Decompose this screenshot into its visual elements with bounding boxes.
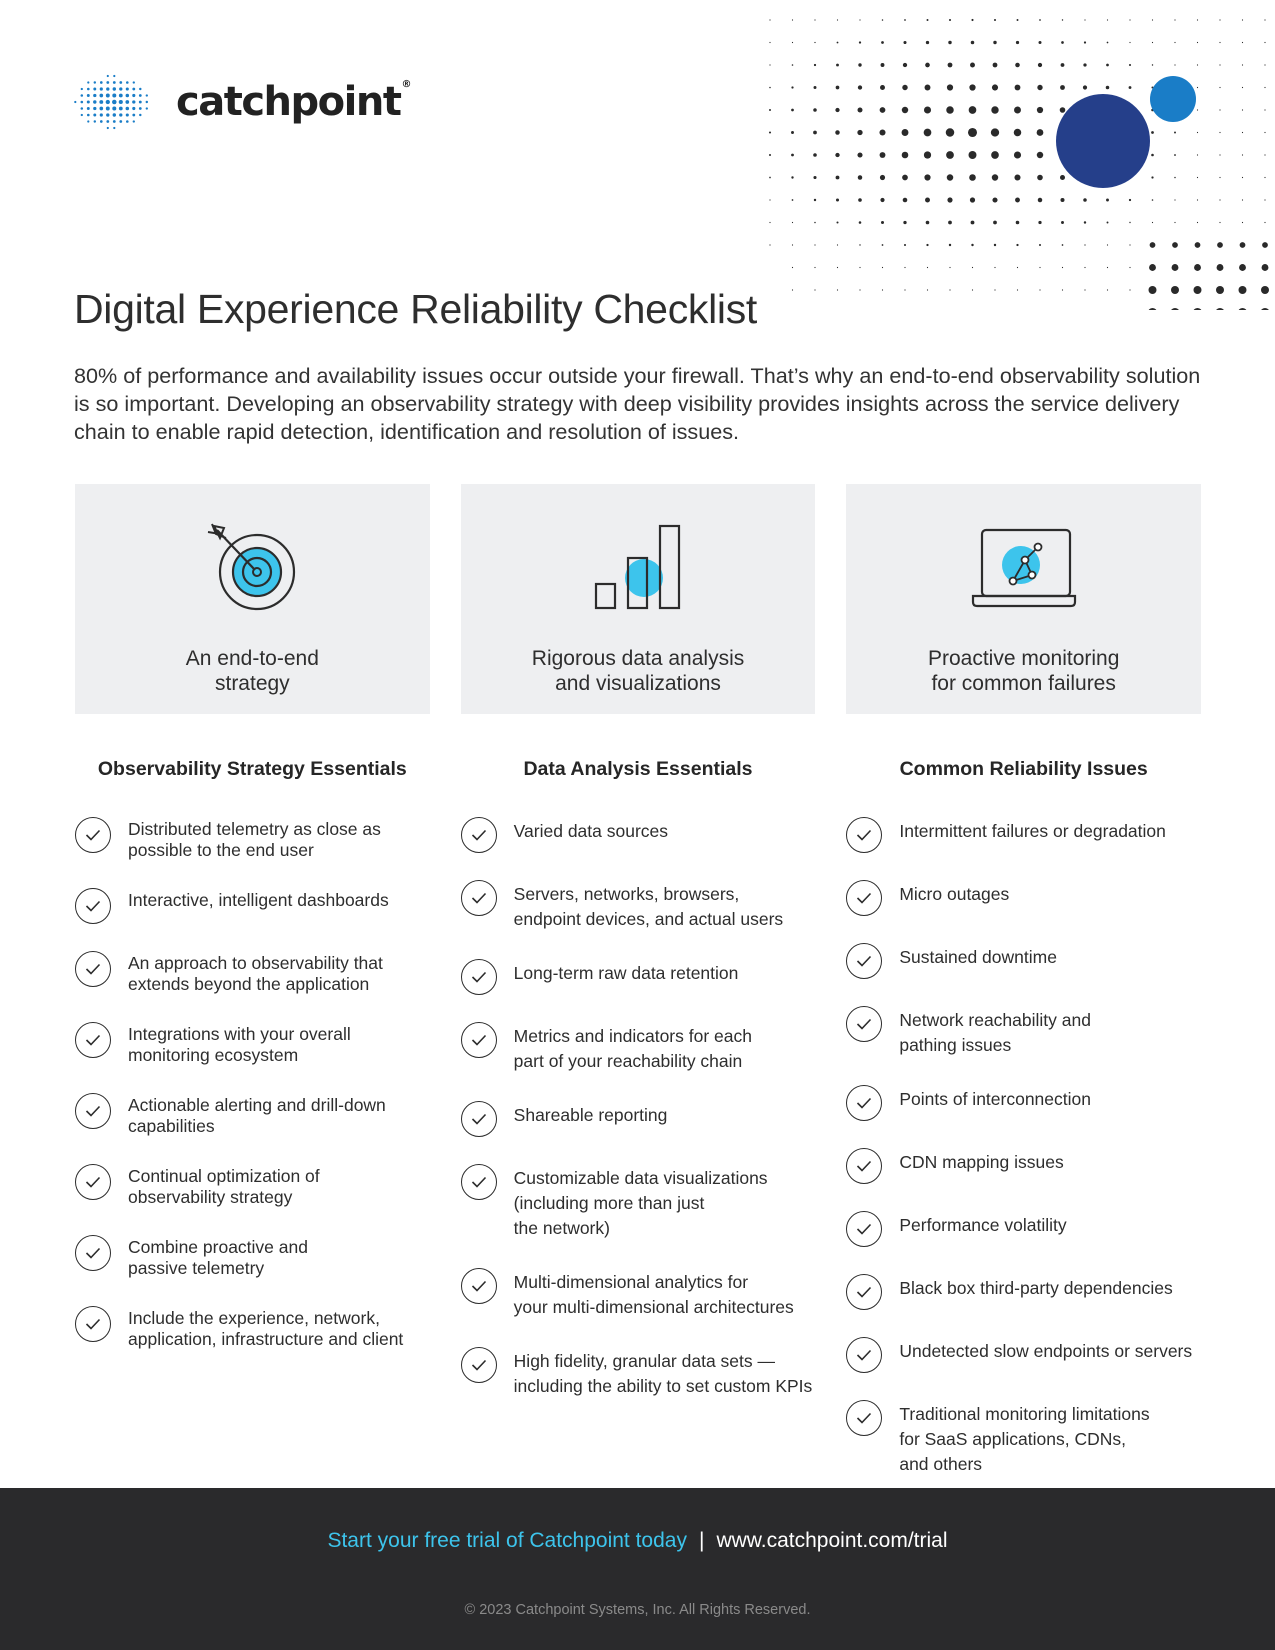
checkmark-circle-icon [461,880,497,916]
column-title: Data Analysis Essentials [523,758,753,780]
checklist-item-text: Metrics and indicators for each part of your reachability chain [513,1026,752,1071]
checklist-item [846,1400,1201,1477]
checkmark-circle-icon [75,1235,111,1271]
checklist-item-text: Distributed telemetry as close as possible to the end user [128,819,381,860]
checklist-item-text: Actionable alerting and drill-down capabilities [128,1095,386,1136]
checklist-item [461,1164,816,1241]
logo-text: catchpoint [176,79,401,125]
catchpoint-logo [74,74,410,130]
checklist-item [75,951,430,995]
checklist-item-text: Traditional monitoring limitations for SaaS applications, CDNs, and others [899,1404,1150,1474]
checklist-item [75,1164,430,1208]
checkmark-circle-icon [75,888,111,924]
checklist-item-text: Varied data sources [513,821,669,841]
checklist-item-text: Shareable reporting [513,1105,668,1125]
checklist-item [75,1235,430,1279]
checklist-item [461,1268,816,1320]
target-arrow-icon [202,520,302,620]
checklist-item [846,817,1201,853]
checklist-item-text: Undetected slow endpoints or servers [899,1341,1193,1361]
checkmark-circle-icon [75,817,111,853]
checklist-item-text: Performance volatility [899,1215,1067,1235]
checklist-item-text: Servers, networks, browsers, endpoint devices, and actual users [513,884,784,929]
large-navy-circle [1056,94,1150,188]
card-proactive-monitoring [846,484,1201,714]
card-label: An end-to-end strategy [185,647,319,695]
checklist-item [461,880,816,932]
checklist-item [846,880,1201,916]
column-title: Observability Strategy Essentials [97,758,407,780]
checklist-item-text: Network reachability and pathing issues [899,1010,1091,1055]
checklist-item [461,817,816,853]
checkmark-circle-icon [461,959,497,995]
checklist-item-text: Long-term raw data retention [513,963,739,983]
card-label: Rigorous data analysis and visualizations [531,647,745,695]
trial-url-link[interactable]: www.catchpoint.com/trial [716,1529,948,1552]
checklist-item-text: Sustained downtime [899,947,1057,967]
page-title: Digital Experience Reliability Checklist [74,286,757,332]
checkmark-circle-icon [846,943,882,979]
checklist [846,817,1201,1477]
checklist-item-text: Interactive, intelligent dashboards [128,890,389,910]
bar-chart-icon [588,520,688,620]
checkmark-circle-icon [846,1400,882,1436]
checklist-item-text: Intermittent failures or degradation [899,821,1166,841]
checkmark-circle-icon [461,1268,497,1304]
checkmark-circle-icon [846,1211,882,1247]
checklist-item-text: Combine proactive and passive telemetry [128,1237,308,1278]
checkmark-circle-icon [75,1022,111,1058]
checklist-item [846,1337,1201,1373]
checklist-item [846,1006,1201,1058]
checklist-item-text: An approach to observability that extends beyond the application [128,953,383,994]
checkmark-circle-icon [75,1093,111,1129]
checkmark-circle-icon [461,1101,497,1137]
checkmark-circle-icon [461,817,497,853]
checklist-item [846,943,1201,979]
footer-separator: | [698,1529,705,1552]
checklist-item [75,1306,430,1350]
checklist-item [846,1148,1201,1184]
card-data-analysis [461,484,816,714]
column-reliability-issues [846,758,1201,1504]
card-label: Proactive monitoring for common failures [927,647,1120,695]
checklist-item-text: Integrations with your overall monitoring ecosystem [128,1024,351,1065]
checklist-item-text: Black box third-party dependencies [899,1278,1173,1298]
checklist-item-text: Points of interconnection [899,1089,1091,1109]
checklist-item [461,959,816,995]
checklist-item-text: Continual optimization of observability strategy [128,1166,320,1207]
checkmark-circle-icon [846,1274,882,1310]
checklist-item [846,1211,1201,1247]
feature-cards [75,484,1201,714]
footer [0,1488,1275,1650]
column-observability-strategy [75,758,430,1504]
decorative-dot-pattern [760,0,1275,310]
checkmark-circle-icon [75,1164,111,1200]
checkmark-circle-icon [846,817,882,853]
card-end-to-end-strategy [75,484,430,714]
checklist-item [75,1022,430,1066]
checklist-item [846,1274,1201,1310]
small-blue-circle [1150,76,1196,122]
checklist-item [75,1093,430,1137]
column-data-analysis [461,758,816,1504]
column-title: Common Reliability Issues [899,758,1148,780]
checklist-item [75,817,430,861]
checkmark-circle-icon [846,880,882,916]
checklist-item-text: Multi-dimensional analytics for your multi-dimensional architectures [513,1272,794,1317]
checkmark-circle-icon [461,1347,497,1383]
free-trial-link[interactable]: Start your free trial of Catchpoint today [327,1529,687,1552]
checklist-item [846,1085,1201,1121]
checklist-item-text: Customizable data visualizations (including more than just the network) [513,1168,768,1238]
checkmark-circle-icon [75,1306,111,1342]
checkmark-circle-icon [846,1085,882,1121]
laptop-network-icon [969,520,1079,620]
copyright-notice: © 2023 Catchpoint Systems, Inc. All Rights Reserved. [464,1602,811,1618]
checklist-item [461,1022,816,1074]
checkmark-circle-icon [846,1006,882,1042]
footer-cta [0,1529,1275,1553]
catchpoint-dot-globe-icon [74,74,152,130]
checklist [75,817,430,1350]
intro-paragraph: 80% of performance and availability issues occur outside your firewall. That’s why an end-to-end observability solution is so important. Developing an observability strategy with deep visibility provides insights across the service delivery chain to enable rapid detection, identification and resolution of issues. [74,363,1201,444]
checklist-item-text: Include the experience, network, application, infrastructure and client [128,1308,404,1349]
checkmark-circle-icon [846,1337,882,1373]
checklist-item [75,888,430,924]
checkmark-circle-icon [846,1148,882,1184]
checklist-item-text: CDN mapping issues [899,1152,1064,1172]
checklist-item-text: Micro outages [899,884,1010,904]
checklist-columns [75,758,1201,1504]
checkmark-circle-icon [75,951,111,987]
checklist-item [461,1347,816,1399]
checklist-item-text: High fidelity, granular data sets — including the ability to set custom KPIs [513,1351,813,1396]
logo-wordmark [176,79,410,125]
checklist-item [461,1101,816,1137]
checkmark-circle-icon [461,1022,497,1058]
registered-mark: ® [401,79,410,90]
checkmark-circle-icon [461,1164,497,1200]
checklist [461,817,816,1399]
